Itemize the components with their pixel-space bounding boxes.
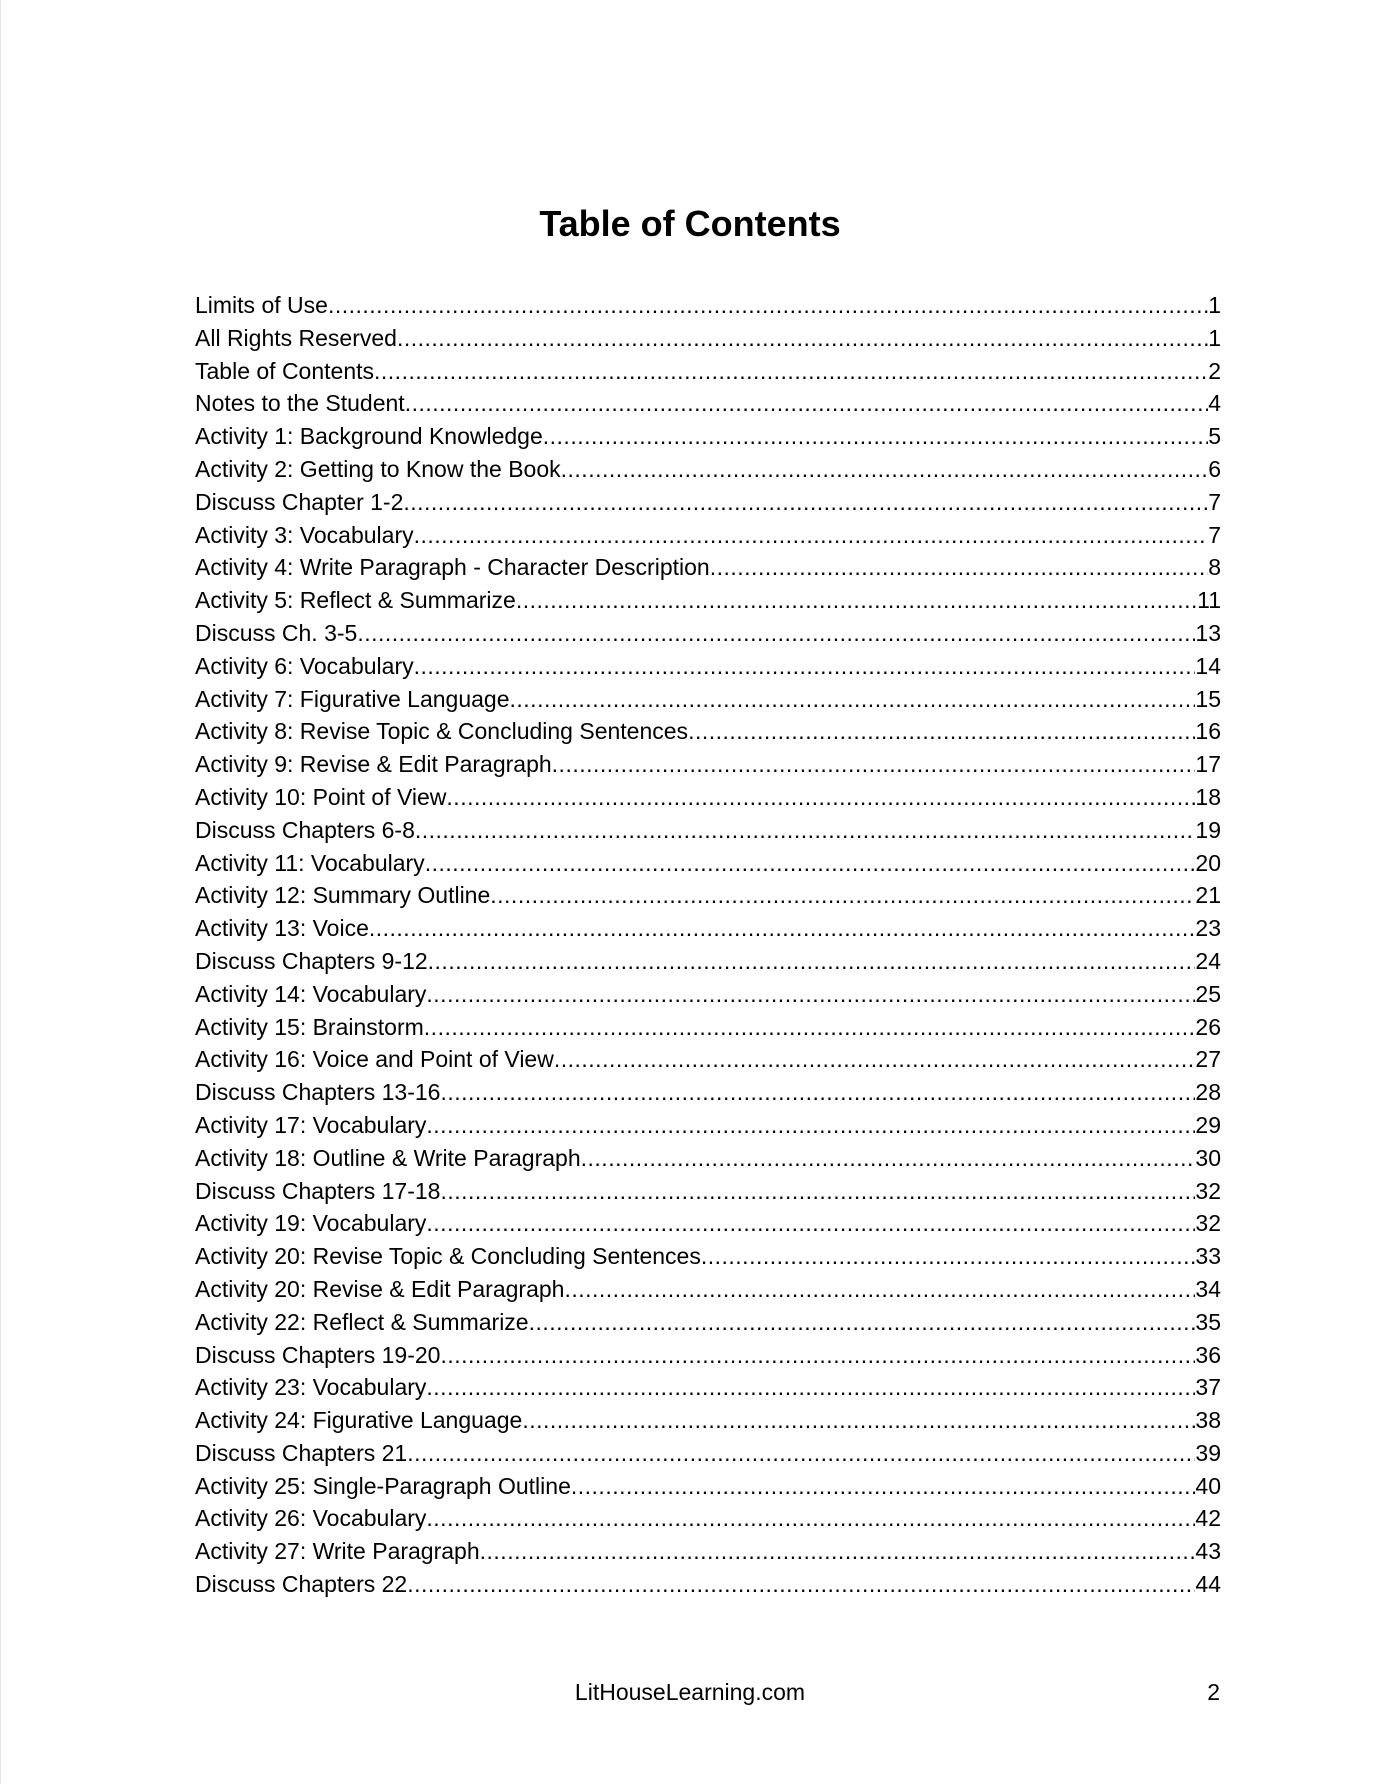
toc-entry[interactable] — [195, 748, 1221, 781]
toc-entry-page-number: 37 — [1195, 1374, 1221, 1401]
toc-dot-leader — [440, 1076, 1195, 1109]
toc-entry-title: Activity 23: Vocabulary — [195, 1374, 427, 1401]
toc-entry-page-number: 6 — [1208, 455, 1221, 482]
toc-entry-page-number: 29 — [1195, 1111, 1221, 1138]
toc-entry-page-number: 33 — [1195, 1243, 1221, 1270]
toc-entry-page-number: 11 — [1197, 587, 1221, 614]
toc-entry-page-number: 13 — [1195, 619, 1221, 646]
toc-entry-page-number: 17 — [1195, 751, 1221, 778]
toc-entry[interactable] — [195, 387, 1221, 420]
toc-dot-leader — [407, 1568, 1195, 1601]
toc-entry-page-number: 1 — [1208, 292, 1221, 318]
toc-entry[interactable] — [195, 879, 1221, 912]
toc-entry-page-number: 8 — [1208, 554, 1221, 581]
toc-entry[interactable] — [195, 1470, 1221, 1503]
toc-entry[interactable] — [195, 519, 1221, 552]
toc-entry[interactable] — [195, 912, 1221, 945]
toc-entry[interactable] — [195, 1535, 1221, 1568]
toc-dot-leader — [403, 486, 1208, 519]
toc-entry[interactable] — [195, 978, 1221, 1011]
toc-entry[interactable] — [195, 945, 1221, 978]
toc-dot-leader — [529, 1306, 1196, 1339]
toc-entry-title: Activity 2: Getting to Know the Book — [195, 455, 561, 482]
toc-entry-page-number: 40 — [1195, 1472, 1221, 1499]
toc-entry[interactable] — [195, 1175, 1221, 1208]
toc-dot-leader — [414, 650, 1196, 683]
toc-dot-leader — [425, 847, 1196, 880]
toc-entry[interactable] — [195, 1076, 1221, 1109]
toc-entry-page-number: 15 — [1195, 685, 1221, 712]
toc-entry[interactable] — [195, 1142, 1221, 1175]
toc-entry-title: Activity 25: Single-Paragraph Outline — [195, 1472, 571, 1499]
toc-dot-leader — [516, 584, 1197, 617]
toc-entry-title: Activity 22: Reflect & Summarize — [195, 1308, 529, 1335]
table-of-contents — [195, 289, 1221, 1601]
toc-dot-leader — [554, 1043, 1196, 1076]
toc-entry-title: Activity 6: Vocabulary — [195, 652, 414, 679]
toc-dot-leader — [440, 1339, 1195, 1372]
toc-entry-page-number: 32 — [1195, 1210, 1221, 1237]
toc-entry-title: Discuss Chapters 17-18 — [195, 1177, 441, 1204]
toc-dot-leader — [415, 814, 1196, 847]
toc-dot-leader — [522, 1404, 1195, 1437]
toc-entry-title: Activity 20: Revise Topic & Concluding Sentences — [195, 1243, 701, 1270]
toc-dot-leader — [405, 387, 1209, 420]
toc-entry-page-number: 24 — [1195, 947, 1221, 974]
toc-entry[interactable] — [195, 289, 1221, 322]
toc-dot-leader — [510, 683, 1196, 716]
toc-entry-page-number: 30 — [1195, 1144, 1221, 1171]
toc-dot-leader — [426, 1207, 1195, 1240]
toc-entry-title: Discuss Chapter 1-2 — [195, 488, 404, 515]
toc-entry[interactable] — [195, 715, 1221, 748]
toc-entry[interactable] — [195, 1306, 1221, 1339]
toc-dot-leader — [426, 1371, 1195, 1404]
toc-entry-title: Activity 5: Reflect & Summarize — [195, 587, 516, 614]
toc-dot-leader — [552, 748, 1196, 781]
toc-entry-page-number: 21 — [1195, 882, 1221, 909]
toc-entry-page-number: 39 — [1195, 1439, 1221, 1466]
toc-entry[interactable] — [195, 847, 1221, 880]
toc-entry[interactable] — [195, 617, 1221, 650]
toc-entry-title: Activity 20: Revise & Edit Paragraph — [195, 1275, 565, 1302]
toc-entry-title: Activity 10: Point of View — [195, 783, 447, 810]
toc-entry-title: Activity 15: Brainstorm — [195, 1013, 424, 1040]
toc-dot-leader — [571, 1470, 1196, 1503]
toc-entry-title: Table of Contents — [195, 357, 375, 384]
toc-dot-leader — [564, 1273, 1195, 1306]
toc-dot-leader — [357, 617, 1195, 650]
toc-entry[interactable] — [195, 551, 1221, 584]
toc-entry[interactable] — [195, 1502, 1221, 1535]
toc-dot-leader — [407, 1437, 1195, 1470]
toc-entry[interactable] — [195, 1109, 1221, 1142]
toc-entry-title: Limits of Use — [195, 292, 328, 318]
toc-entry-title: Activity 27: Write Paragraph — [195, 1538, 480, 1565]
toc-entry[interactable] — [195, 1404, 1221, 1437]
toc-entry-title: Discuss Chapters 19-20 — [195, 1341, 441, 1368]
toc-entry[interactable] — [195, 1339, 1221, 1372]
toc-entry-title: Activity 8: Revise Topic & Concluding Sentences — [195, 718, 689, 745]
toc-entry-page-number: 38 — [1195, 1407, 1221, 1434]
toc-entry[interactable] — [195, 486, 1221, 519]
toc-entry-page-number: 26 — [1195, 1013, 1221, 1040]
toc-entry-page-number: 43 — [1195, 1538, 1221, 1565]
toc-entry-title: Discuss Chapters 13-16 — [195, 1079, 441, 1106]
toc-entry-page-number: 32 — [1195, 1177, 1221, 1204]
toc-entry-page-number: 27 — [1195, 1046, 1221, 1073]
footer-page-number: 2 — [1207, 1679, 1220, 1705]
toc-entry-page-number: 35 — [1195, 1308, 1221, 1335]
toc-entry-title: Activity 12: Summary Outline — [195, 882, 491, 909]
toc-entry-title: Activity 24: Figurative Language — [195, 1407, 523, 1434]
toc-entry[interactable] — [195, 1011, 1221, 1044]
toc-entry-page-number: 14 — [1195, 652, 1221, 679]
toc-dot-leader — [446, 781, 1195, 814]
toc-entry-page-number: 28 — [1195, 1079, 1221, 1106]
toc-entry-page-number: 2 — [1208, 357, 1221, 384]
toc-entry[interactable] — [195, 420, 1221, 453]
toc-dot-leader — [490, 879, 1195, 912]
toc-entry-title: Activity 13: Voice — [195, 915, 369, 942]
toc-entry[interactable] — [195, 355, 1221, 388]
toc-entry-page-number: 7 — [1208, 521, 1221, 548]
toc-entry-title: Notes to the Student — [195, 390, 405, 417]
toc-dot-leader — [581, 1142, 1196, 1175]
toc-entry[interactable] — [195, 1568, 1221, 1601]
toc-entry[interactable] — [195, 1207, 1221, 1240]
toc-dot-leader — [428, 945, 1196, 978]
toc-dot-leader — [710, 551, 1208, 584]
toc-entry-page-number: 42 — [1195, 1505, 1221, 1532]
toc-entry-title: Activity 1: Background Knowledge — [195, 423, 543, 450]
toc-entry-page-number: 7 — [1208, 488, 1221, 515]
toc-entry[interactable] — [195, 683, 1221, 716]
toc-dot-leader — [369, 912, 1196, 945]
toc-entry-page-number: 23 — [1195, 915, 1221, 942]
toc-entry[interactable] — [195, 1043, 1221, 1076]
toc-entry-title: All Rights Reserved — [195, 324, 397, 351]
toc-entry-page-number: 20 — [1195, 849, 1221, 876]
toc-dot-leader — [424, 1011, 1196, 1044]
toc-dot-leader — [426, 1502, 1195, 1535]
toc-entry-title: Activity 4: Write Paragraph - Character Description — [195, 554, 710, 581]
toc-entry[interactable] — [195, 1371, 1221, 1404]
toc-entry-title: Discuss Chapters 9-12 — [195, 947, 428, 974]
toc-dot-leader — [426, 978, 1195, 1011]
toc-entry[interactable] — [195, 814, 1221, 847]
footer-website: LitHouseLearning.com — [574, 1679, 806, 1705]
page-title: Table of Contents — [539, 203, 841, 244]
toc-entry-title: Activity 11: Vocabulary — [195, 849, 425, 876]
toc-entry[interactable] — [195, 1437, 1221, 1470]
toc-dot-leader — [561, 453, 1209, 486]
toc-entry[interactable] — [195, 1273, 1221, 1306]
toc-dot-leader — [414, 519, 1209, 552]
toc-entry-title: Discuss Chapters 21 — [195, 1439, 408, 1466]
toc-entry-page-number: 44 — [1195, 1571, 1221, 1598]
toc-entry[interactable] — [195, 322, 1221, 355]
toc-dot-leader — [440, 1175, 1195, 1208]
toc-entry-page-number: 4 — [1208, 390, 1221, 417]
toc-dot-leader — [397, 322, 1208, 355]
toc-entry-title: Discuss Chapters 22 — [195, 1571, 408, 1598]
toc-entry-title: Activity 14: Vocabulary — [195, 980, 427, 1007]
toc-entry-page-number: 16 — [1195, 718, 1221, 745]
toc-entry[interactable] — [195, 453, 1221, 486]
toc-dot-leader — [426, 1109, 1195, 1142]
toc-entry[interactable] — [195, 1240, 1221, 1273]
toc-entry-title: Activity 18: Outline & Write Paragraph — [195, 1144, 581, 1171]
toc-entry-title: Activity 7: Figurative Language — [195, 685, 510, 712]
toc-entry-page-number: 1 — [1208, 324, 1221, 351]
toc-entry-title: Activity 9: Revise & Edit Paragraph — [195, 751, 552, 778]
toc-entry[interactable] — [195, 781, 1221, 814]
toc-entry[interactable] — [195, 650, 1221, 683]
toc-entry-page-number: 19 — [1195, 816, 1221, 843]
toc-entry-title: Discuss Ch. 3-5 — [195, 619, 358, 646]
toc-entry-page-number: 34 — [1195, 1275, 1221, 1302]
toc-dot-leader — [701, 1240, 1196, 1273]
toc-dot-leader — [328, 289, 1208, 322]
toc-entry-title: Discuss Chapters 6-8 — [195, 816, 415, 843]
toc-entry[interactable] — [195, 584, 1221, 617]
toc-entry-page-number: 36 — [1195, 1341, 1221, 1368]
toc-entry-title: Activity 17: Vocabulary — [195, 1111, 427, 1138]
toc-entry-page-number: 18 — [1195, 783, 1221, 810]
toc-dot-leader — [374, 355, 1208, 388]
toc-entry-title: Activity 16: Voice and Point of View — [195, 1046, 554, 1073]
toc-dot-leader — [543, 420, 1208, 453]
toc-dot-leader — [688, 715, 1195, 748]
toc-dot-leader — [480, 1535, 1196, 1568]
toc-entry-title: Activity 3: Vocabulary — [195, 521, 414, 548]
toc-entry-page-number: 5 — [1208, 423, 1221, 450]
toc-entry-title: Activity 19: Vocabulary — [195, 1210, 427, 1237]
toc-entry-title: Activity 26: Vocabulary — [195, 1505, 427, 1532]
toc-entry-page-number: 25 — [1195, 980, 1221, 1007]
